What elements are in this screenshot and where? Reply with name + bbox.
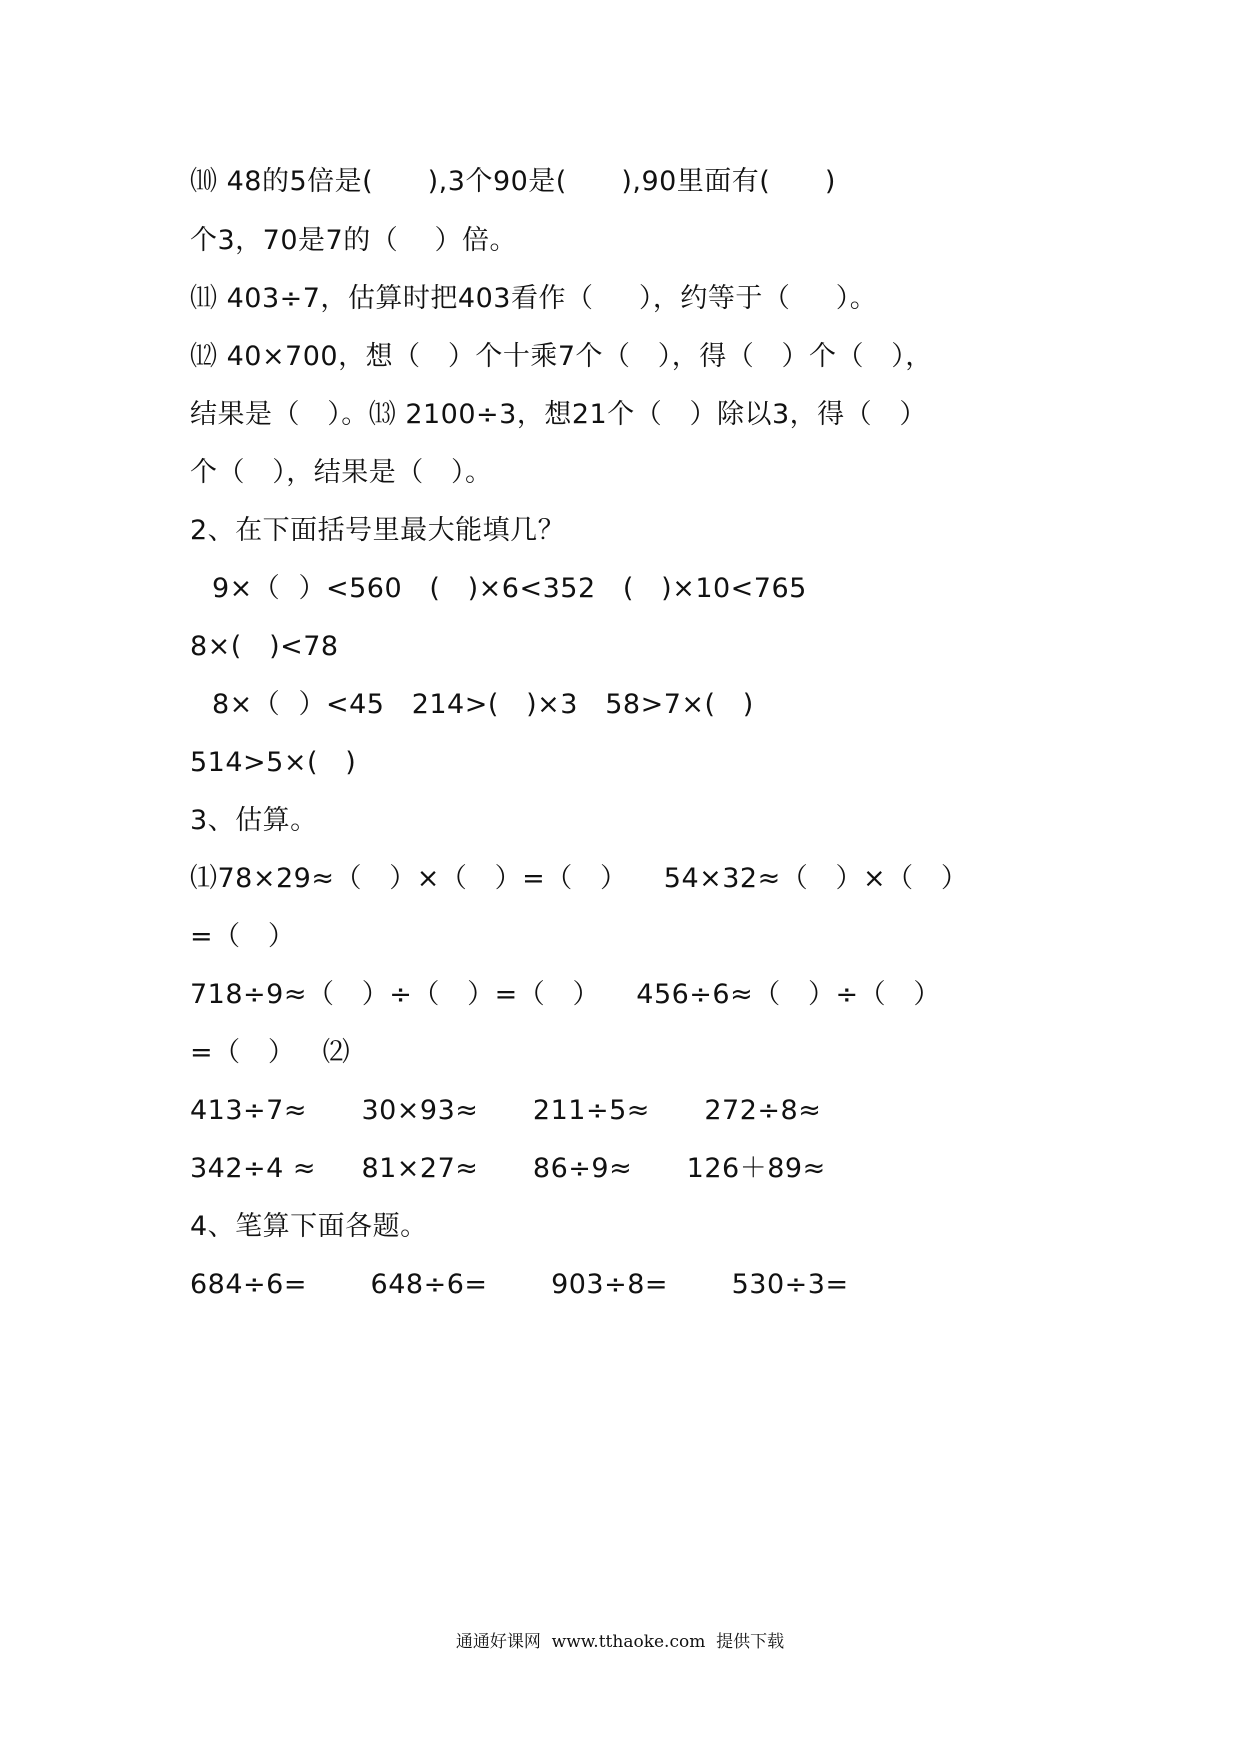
section-4-row-1: 684÷6= 648÷6= 903÷8= 530÷3= xyxy=(190,1269,849,1300)
question-10-line-2: 个3，70是7的（ ）倍。 xyxy=(190,225,518,256)
question-13-line-2: 个（ ），结果是（ ）。 xyxy=(190,457,493,488)
question-11-line: ⑾ 403÷7，估算时把403看作（ ），约等于（ ）。 xyxy=(190,283,878,314)
section-3-row-1: ⑴78×29≈（ ）×（ ）=（ ） 54×32≈（ ）×（ ） xyxy=(190,863,969,894)
question-10-line-1: ⑽ 48的5倍是( ),3个90是( ),90里面有( ) xyxy=(190,166,836,197)
section-2-row-3: 8×（ ）<45 214>( )×3 58>7×( ) xyxy=(212,689,754,720)
section-4-heading: 4、笔算下面各题。 xyxy=(190,1211,428,1242)
section-3-row-6: 342÷4 ≈ 81×27≈ 86÷9≈ 126＋89≈ xyxy=(190,1153,826,1184)
section-2-heading: 2、在下面括号里最大能填几？ xyxy=(190,515,566,546)
section-3-row-3: 718÷9≈（ ）÷（ ）=（ ） 456÷6≈（ ）÷（ ） xyxy=(190,979,941,1010)
section-2-row-4: 514>5×( ) xyxy=(190,747,357,778)
section-3-heading: 3、估算。 xyxy=(190,805,318,836)
section-2-row-2: 8×( )<78 xyxy=(190,631,339,662)
page-footer: 通通好课网 www.tthaoke.com 提供下载 xyxy=(455,1632,785,1652)
section-3-row-4: =（ ） ⑵ xyxy=(190,1037,351,1068)
question-12-13-line: 结果是（ ）。⒀ 2100÷3，想21个（ ）除以3，得（ ） xyxy=(190,399,927,430)
section-3-row-2: =（ ） xyxy=(190,921,296,952)
question-12-line-1: ⑿ 40×700，想（ ）个十乘7个（ ），得（ ）个（ ）， xyxy=(190,341,933,372)
section-2-row-1: 9×（ ）<560 ( )×6<352 ( )×10<765 xyxy=(212,573,807,604)
section-3-row-5: 413÷7≈ 30×93≈ 211÷5≈ 272÷8≈ xyxy=(190,1095,822,1126)
